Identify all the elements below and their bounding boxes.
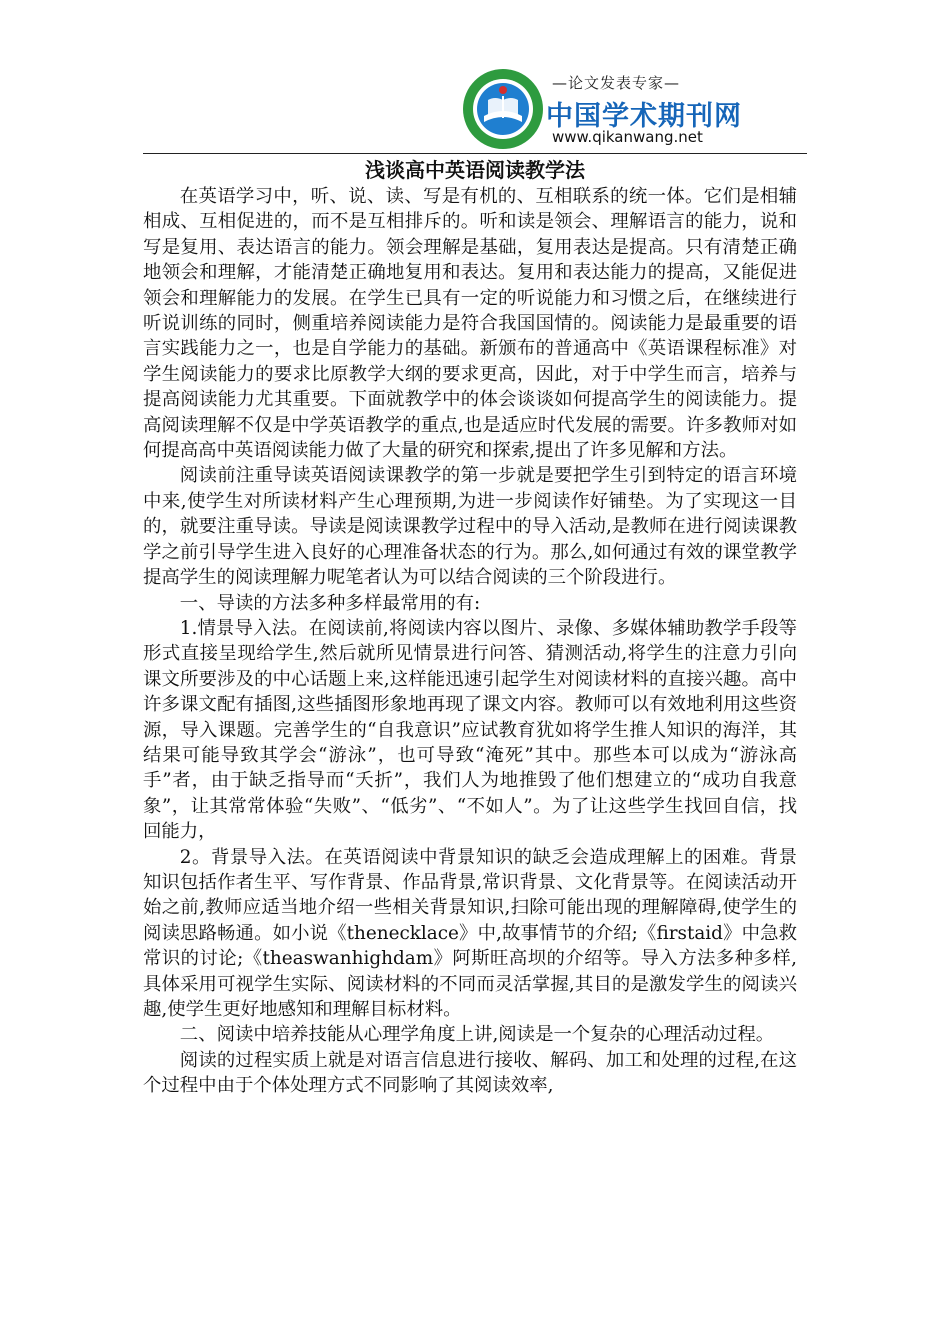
document-body — [143, 184, 797, 1099]
paragraph: 2。背景导入法。在英语阅读中背景知识的缺乏会造成理解上的困难。背景知识包括作者生平、写作背景、作品背景,常识背景、文化背景等。在阅读活动开始之前,教师应适当地介绍一些相关背景知识,扫除可能出现的理解障碍,使学生的阅读思路畅通。如小说《thenecklace》中,故事情节的介绍;《firstaid》中急救常识的讨论;《theaswanhighdam》阿斯旺高坝的介绍等。导入方法多种多样,具体采用可视学生实际、阅读材料的不同而灵活掌握,其目的是激发学生的阅读兴趣,使学生更好地感知和理解目标材料。 — [143, 846, 797, 1020]
site-tagline: —论文发表专家— — [552, 74, 681, 92]
site-name: 中国学术期刊网 — [546, 101, 742, 132]
paragraph: 阅读前注重导读英语阅读课教学的第一步就是要把学生引到特定的语言环境中来,使学生对所读材料产生心理预期,为进一步阅读作好铺垫。为了实现这一目的，就要注重导读。导读是阅读课教学过程中的导入活动,是教师在进行阅读课教学之前引导学生进入良好的心理准备状态的行为。那么,如何通过有效的课堂教学提高学生的阅读理解力呢笔者认为可以结合阅读的三个阶段进行。 — [143, 465, 797, 589]
paragraph: 阅读的过程实质上就是对语言信息进行接收、解码、加工和处理的过程,在这个过程中由于个体处理方式不同影响了其阅读效率, — [143, 1049, 797, 1097]
document-title: 浅谈高中英语阅读教学法 — [365, 158, 585, 182]
header-divider — [143, 153, 807, 154]
paragraph: 1.情景导入法。在阅读前,将阅读内容以图片、录像、多媒体辅助教学手段等形式直接呈现给学生,然后就所见情景进行问答、猜测活动,将学生的注意力引向课文所要涉及的中心话题上来,这样能迅速引起学生对阅读材料的直接兴趣。高中许多课文配有插图,这些插图形象地再现了课文内容。教师可以有效地利用这些资源，导入课题。完善学生的“自我意识”应试教育犹如将学生推人知识的海洋，其结果可能导致其学会“游泳”，也可导致“淹死”其中。那些本可以成为“游泳高手”者，由于缺乏指导而“夭折”，我们人为地推毁了他们想建立的“成功自我意象”，让其常常体验“失败”、“低劣”、“不如人”。为了让这些学生找回自信，找回能力， — [143, 617, 797, 843]
paragraph: 一、导读的方法多种多样最常用的有: — [179, 592, 481, 614]
site-logo — [462, 68, 742, 150]
paragraph: 二、阅读中培养技能从心理学角度上讲,阅读是一个复杂的心理活动过程。 — [179, 1024, 775, 1046]
site-url[interactable]: www.qikanwang.net — [552, 128, 703, 146]
paragraph: 在英语学习中，听、说、读、写是有机的、互相联系的统一体。它们是相辅相成、互相促进的，而不是互相排斥的。听和读是领会、理解语言的能力，说和写是复用、表达语言的能力。领会理解是基础，复用表达是提高。只有清楚正确地领会和理解，才能清楚正确地复用和表达。复用和表达能力的提高，又能促进领会和理解能力的发展。在学生已具有一定的听说能力和习惯之后，在继续进行听说训练的同时，侧重培养阅读能力是符合我国国情的。阅读能力是最重要的语言实践能力之一，也是自学能力的基础。新颁布的普通高中《英语课程标准》对学生阅读能力的要求比原教学大纲的要求更高，因此，对于中学生而言，培养与提高阅读能力尤其重要。下面就教学中的体会谈谈如何提高学生的阅读能力。提高阅读理解不仅是中学英语教学的重点,也是适应时代发展的需要。许多教师对如何提高高中英语阅读能力做了大量的研究和探索,提出了许多见解和方法。 — [143, 186, 797, 462]
globe-book-icon — [462, 68, 544, 150]
